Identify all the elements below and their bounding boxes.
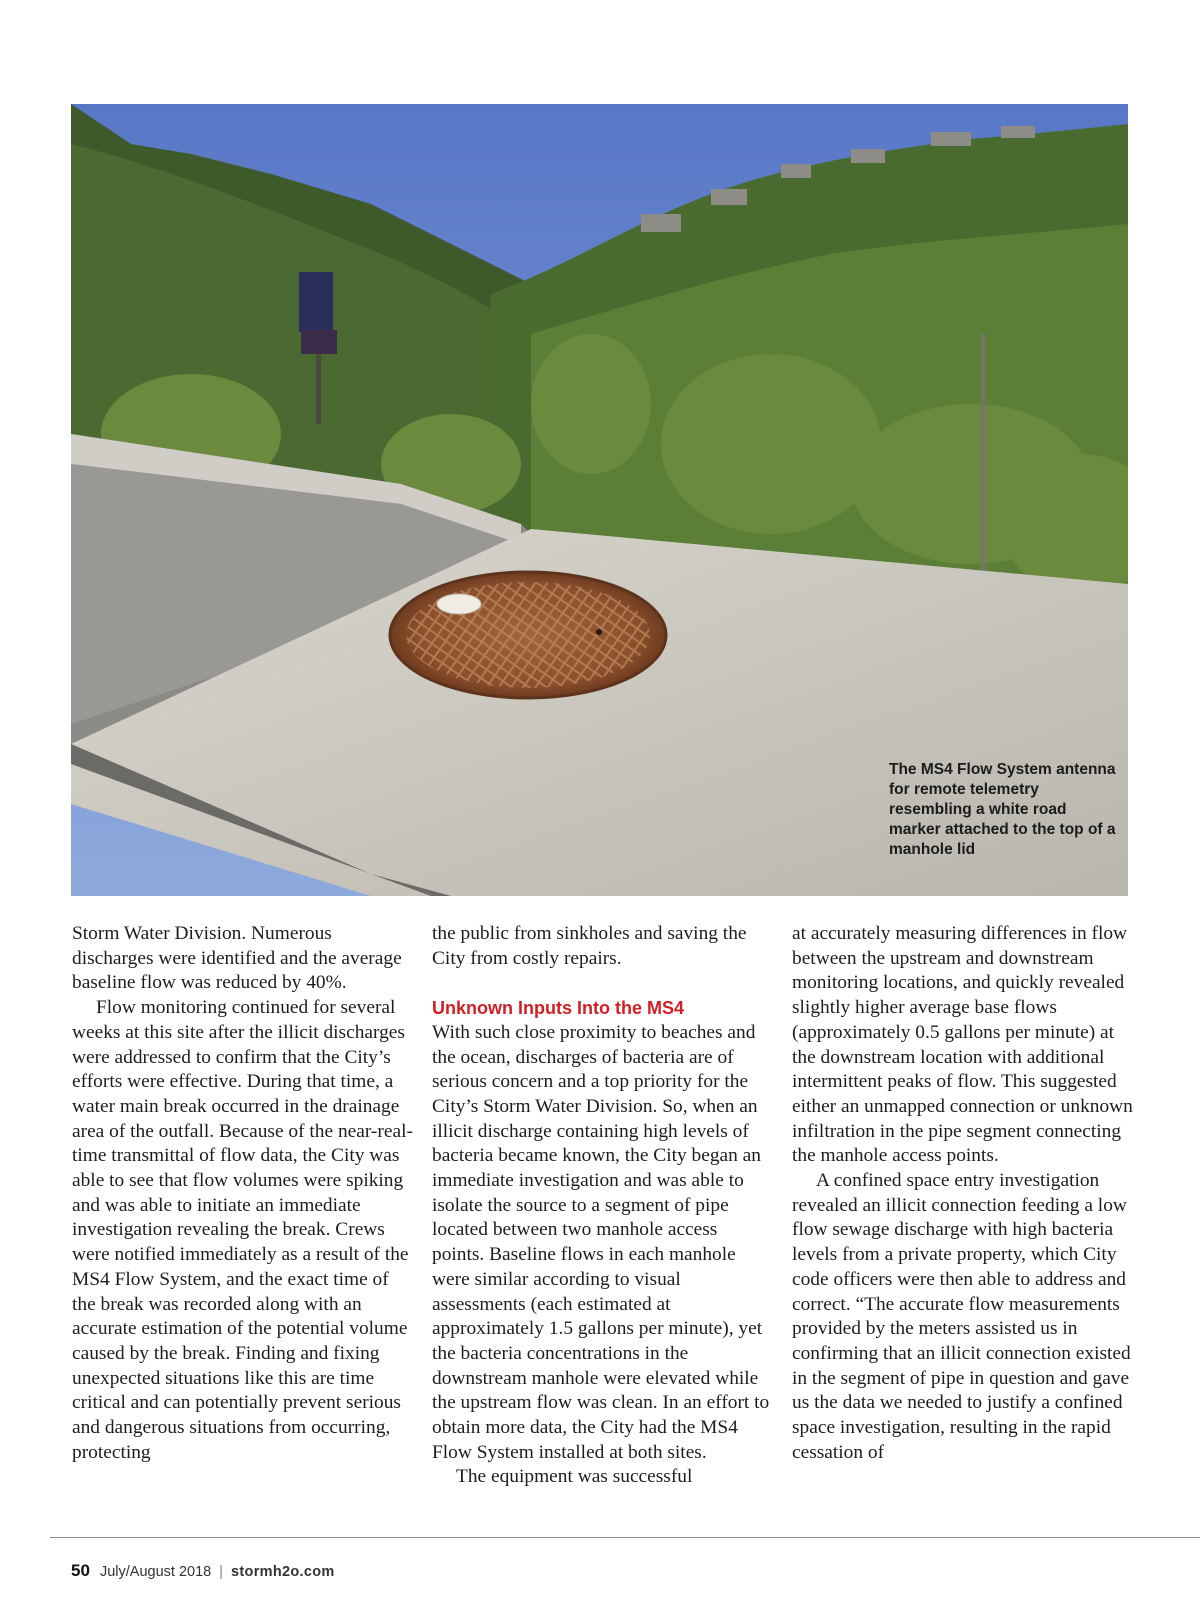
article-column-1: [72, 922, 414, 1465]
photo-caption: The MS4 Flow System antenna for remote telemetry resembling a white road marker attached to the top of a manhole lid: [889, 761, 1116, 858]
article-column-3: [792, 922, 1134, 1465]
issue-date: July/August 2018: [99, 1564, 212, 1580]
paragraph: at accurately measuring differences in flow between the upstream and downstream monitoring locations, and quickly revealed slightly higher average base flows (approximately 0.5 gallons per minute) at the downstream location with additional intermittent peaks of flow. This suggested either an unmapped connection or unknown infiltration in the pipe segment connecting the manhole access points.: [792, 923, 1133, 1167]
page-number: 50: [71, 1561, 90, 1580]
footer-separator: |: [219, 1564, 224, 1580]
article-column-2: [432, 922, 774, 1490]
page-footer: [71, 1561, 335, 1581]
paragraph: A confined space entry investigation revealed an illicit connection feeding a low flow sewage discharge with high bacteria levels from a private property, which City code officers were then able to address and correct. “The accurate flow measurements provided by the meters assisted us in confirming that an illicit connection existed in the segment of pipe in question and gave us the data we needed to justify a confined space investigation, resulting in the rapid cessation of: [792, 1170, 1131, 1463]
footer-rule: [50, 1537, 1200, 1538]
section-heading: Unknown Inputs Into the MS4: [432, 998, 684, 1019]
paragraph: Flow monitoring continued for several weeks at this site after the illicit discharges were addressed to confirm that the City’s efforts were effective. During that time, a water main break occurred in the drainage area of the outfall. Because of the near-real-time transmittal of flow data, the City was able to see that flow volumes were spiking and was able to initiate an immediate investigation revealing the break. Crews were notified immediately as a result of the MS4 Flow System, and the exact time of the break was recorded along with an accurate estimation of the potential volume caused by the break. Finding and fixing unexpected situations like this are time critical and can potentially prevent serious and dangerous situations from occurring, protecting: [72, 997, 413, 1463]
website-link[interactable]: stormh2o.com: [231, 1564, 335, 1580]
paragraph: Storm Water Division. Numerous discharges were identified and the average baseline flow was reduced by 40%.: [72, 923, 402, 994]
paragraph: The equipment was successful: [456, 1466, 693, 1488]
paragraph: the public from sinkholes and saving the City from costly repairs.: [432, 923, 747, 969]
paragraph: With such close proximity to beaches and the ocean, discharges of bacteria are of serious concern and a top priority for the City’s Storm Water Division. So, when an illicit discharge containing high levels of bacteria became known, the City began an immediate investigation and was able to isolate the source to a segment of pipe located between two manhole access points. Baseline flows in each manhole were similar according to visual assessments (each estimated at approximately 1.5 gallons per minute), yet the bacteria concentrations in the downstream manhole were elevated while the upstream flow was clean. In an effort to obtain more data, the City had the MS4 Flow System installed at both sites.: [432, 1021, 770, 1463]
